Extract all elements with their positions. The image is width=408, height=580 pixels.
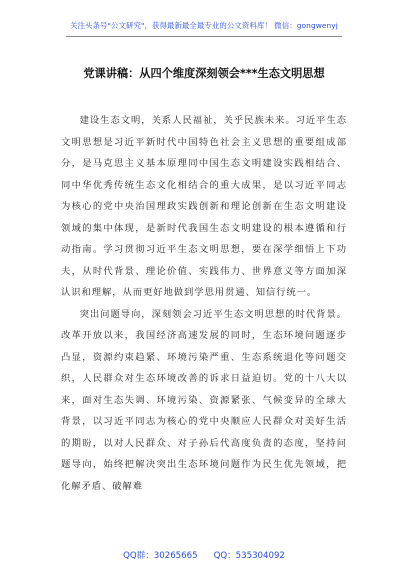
body-paragraph-2: 突出问题导向，深刻领会习近平生态文明思想的时代背景。改革开放以来，我国经济高速发展的同时，生态环境问题逐步凸显，资源约束趋紧、环境污染严重、生态系统退化等问题交织，人民群众对生态环境改善的诉求日益迫切。党的十八大以来，面对生态失调、环境污染、资源紧张、气候变异的全球大背景，以习近平同志为核心的党中央顺应人民群众对美好生活的期盼，以对人民群众、对子孙后代高度负责的态度，坚持问题导向，始终把解决突出生态环境问题作为民生优先领域，把化解矛盾、破解难 [61,308,347,492]
document-title: 党课讲稿：从四个维度深刻领会***生态文明思想 [83,67,325,80]
contact-footer [0,549,408,561]
body-paragraph-1: 建设生态文明，关系人民福祉，关乎民族未来。习近平生态文明思想是习近平新时代中国特色社会主义思想的重要组成部分，是马克思主义基本原理同中国生态文明建设实践相结合、同中华优秀传统生态文化相结合的重大成果，是以习近平同志为核心的党中央治国理政实践创新和理论创新在生态文明建设领域的集中体现，是新时代我国生态文明建设的根本遵循和行动指南。学习贯彻习近平生态文明思想，要在深学细悟上下功夫，从时代背景、理论价值、实践伟力、世界意义等方面加深认识和理解，从而更好地做到学思用贯通、知信行统一。 [61,115,347,298]
qq-group-number: QQ群：30265665 [123,551,198,561]
promo-header: 关注头条号"公文研究"，获得最新最全最专业的公文资料库！ 微信：gongwenyj [70,21,338,30]
document-body [61,110,347,497]
qq-number: QQ：535304092 [213,551,285,561]
header-divider [66,36,342,37]
